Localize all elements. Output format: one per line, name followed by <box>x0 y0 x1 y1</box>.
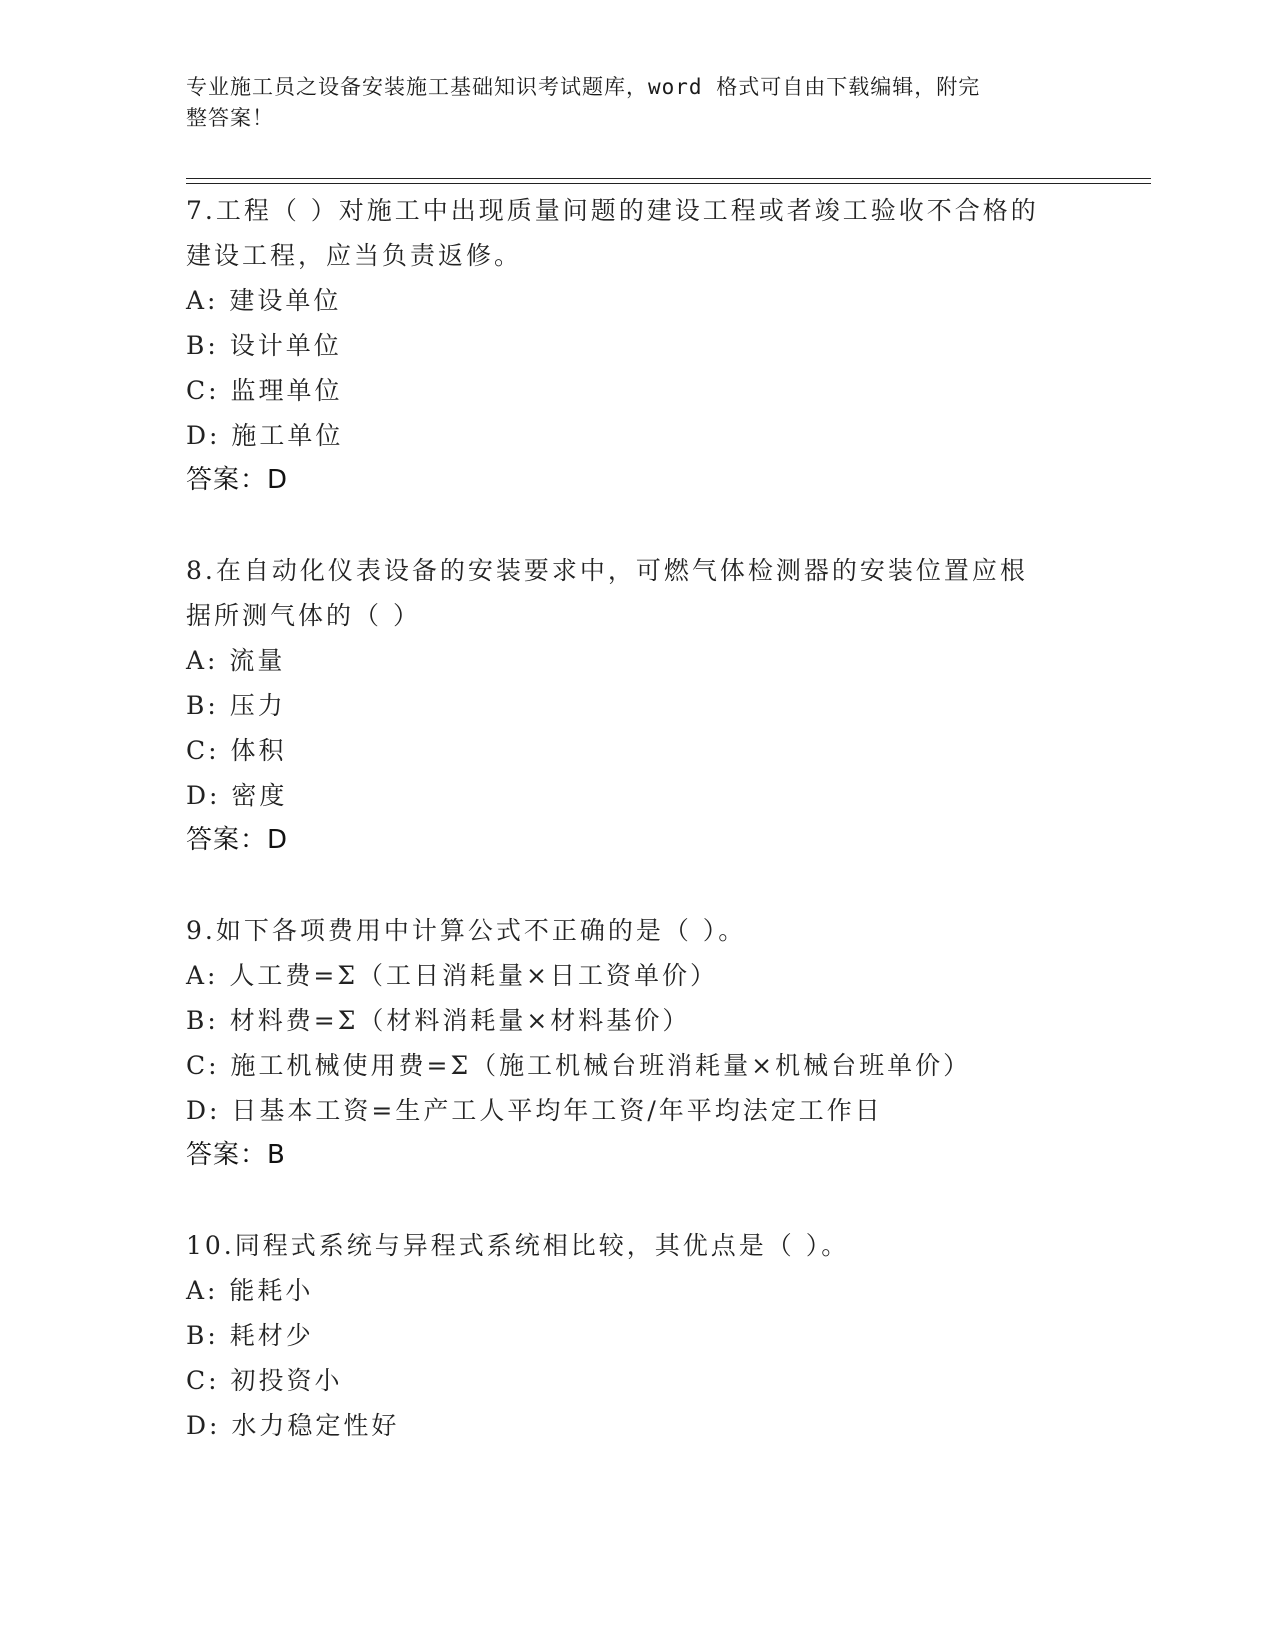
option-b: B: 耗材少 <box>186 1321 314 1350</box>
question-stem: 8.在自动化仪表设备的安装要求中，可燃气体检测器的安装位置应根 <box>186 556 1028 585</box>
answer-line: 答案：D <box>186 465 289 495</box>
option-c: C: 体积 <box>186 736 287 765</box>
option-a: A: 能耗小 <box>186 1276 314 1305</box>
option-a: A: 流量 <box>186 646 286 675</box>
option-b: B: 设计单位 <box>186 331 342 360</box>
option-b: B: 压力 <box>186 691 286 720</box>
question-7 <box>186 188 1086 503</box>
question-stem-continued: 建设工程，应当负责返修。 <box>186 241 523 270</box>
option-c: C: 施工机械使用费=Σ（施工机械台班消耗量×机械台班单价） <box>186 1051 972 1080</box>
document-header <box>186 72 1066 134</box>
header-divider-top <box>186 178 1151 179</box>
option-a: A: 建设单位 <box>186 286 342 315</box>
question-stem-continued: 据所测气体的（ ） <box>186 601 421 630</box>
option-c: C: 初投资小 <box>186 1366 343 1395</box>
question-10 <box>186 1223 1086 1448</box>
question-stem: 10.同程式系统与异程式系统相比较，其优点是（ ）。 <box>186 1231 850 1260</box>
option-c: C: 监理单位 <box>186 376 343 405</box>
answer-line: 答案：D <box>186 825 289 855</box>
question-stem: 7.工程（ ）对施工中出现质量问题的建设工程或者竣工验收不合格的 <box>186 196 1039 225</box>
option-d: D: 施工单位 <box>186 421 344 450</box>
option-b: B: 材料费=Σ（材料消耗量×材料基价） <box>186 1006 691 1035</box>
option-d: D: 日基本工资=生产工人平均年工资/年平均法定工作日 <box>186 1096 883 1125</box>
question-9 <box>186 908 1086 1178</box>
question-list <box>186 188 1086 1493</box>
option-d: D: 密度 <box>186 781 288 810</box>
question-stem: 9.如下各项费用中计算公式不正确的是（ ）。 <box>186 916 747 945</box>
question-8 <box>186 548 1086 863</box>
option-d: D: 水力稳定性好 <box>186 1411 400 1440</box>
header-line-2: 整答案！ <box>186 106 274 130</box>
answer-line: 答案：B <box>186 1140 286 1170</box>
option-a: A: 人工费=Σ（工日消耗量×日工资单价） <box>186 961 718 990</box>
header-divider-bottom <box>186 183 1151 184</box>
header-line-1: 专业施工员之设备安装施工基础知识考试题库，word 格式可自由下载编辑，附完 <box>186 75 981 99</box>
